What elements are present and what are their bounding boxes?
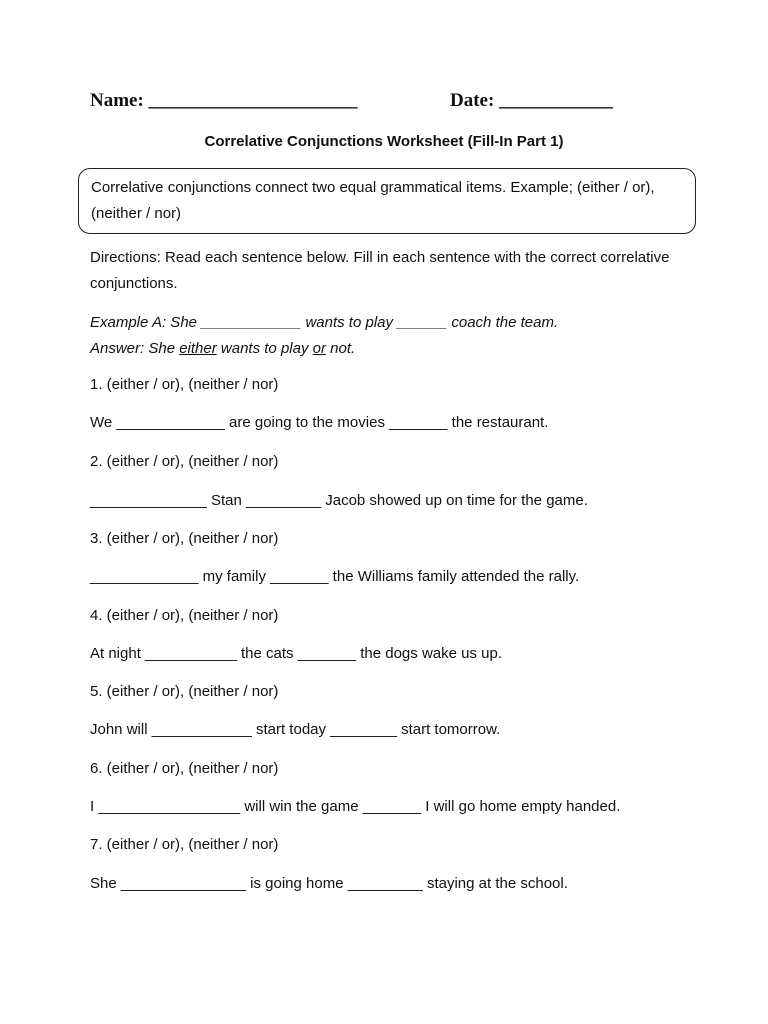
answer-suffix: not.	[325, 340, 356, 357]
directions-text: Directions: Read each sentence below. Fill in each sentence with the correct correlative conjunctions.	[90, 249, 670, 292]
answer-prefix: Answer: She	[90, 340, 180, 357]
question-prompt: 4. (either / or), (neither / nor)	[90, 607, 279, 624]
question-sentence: _____________ my family _______ the Williams family attended the rally.	[90, 568, 580, 585]
question-sentence: She _______________ is going home _________ staying at the school.	[90, 875, 568, 892]
question-prompt: 2. (either / or), (neither / nor)	[90, 453, 279, 470]
question-sentence: We _____________ are going to the movies _______ the restaurant.	[90, 414, 549, 431]
example-line: Example A: She ____________ wants to play ______ coach the team.	[90, 314, 559, 331]
question-sentence: I _________________ will win the game _______ I will go home empty handed.	[90, 798, 621, 815]
question-sentence: ______________ Stan _________ Jacob showed up on time for the game.	[90, 492, 588, 509]
answer-word-either: either	[179, 340, 217, 357]
question-sentence: John will ____________ start today ________ start tomorrow.	[90, 721, 501, 738]
question-prompt: 6. (either / or), (neither / nor)	[90, 760, 279, 777]
question-prompt: 5. (either / or), (neither / nor)	[90, 683, 279, 700]
intro-box	[78, 168, 696, 234]
example-block	[90, 310, 670, 362]
date-field: Date: ____________	[450, 90, 614, 111]
question-prompt: 1. (either / or), (neither / nor)	[90, 376, 279, 393]
question-prompt: 7. (either / or), (neither / nor)	[90, 836, 279, 853]
name-field: Name: ______________________	[90, 90, 358, 111]
answer-word-or: or	[312, 340, 326, 357]
question-prompt: 3. (either / or), (neither / nor)	[90, 530, 279, 547]
question-sentence: At night ___________ the cats _______ the dogs wake us up.	[90, 645, 502, 662]
worksheet-title: Correlative Conjunctions Worksheet (Fill-In Part 1)	[204, 133, 564, 150]
answer-middle: wants to play	[216, 340, 313, 357]
intro-text: Correlative conjunctions connect two equal grammatical items. Example; (either / or), (neither / nor)	[91, 179, 655, 222]
header-row	[90, 90, 630, 118]
example-answer	[90, 336, 670, 362]
